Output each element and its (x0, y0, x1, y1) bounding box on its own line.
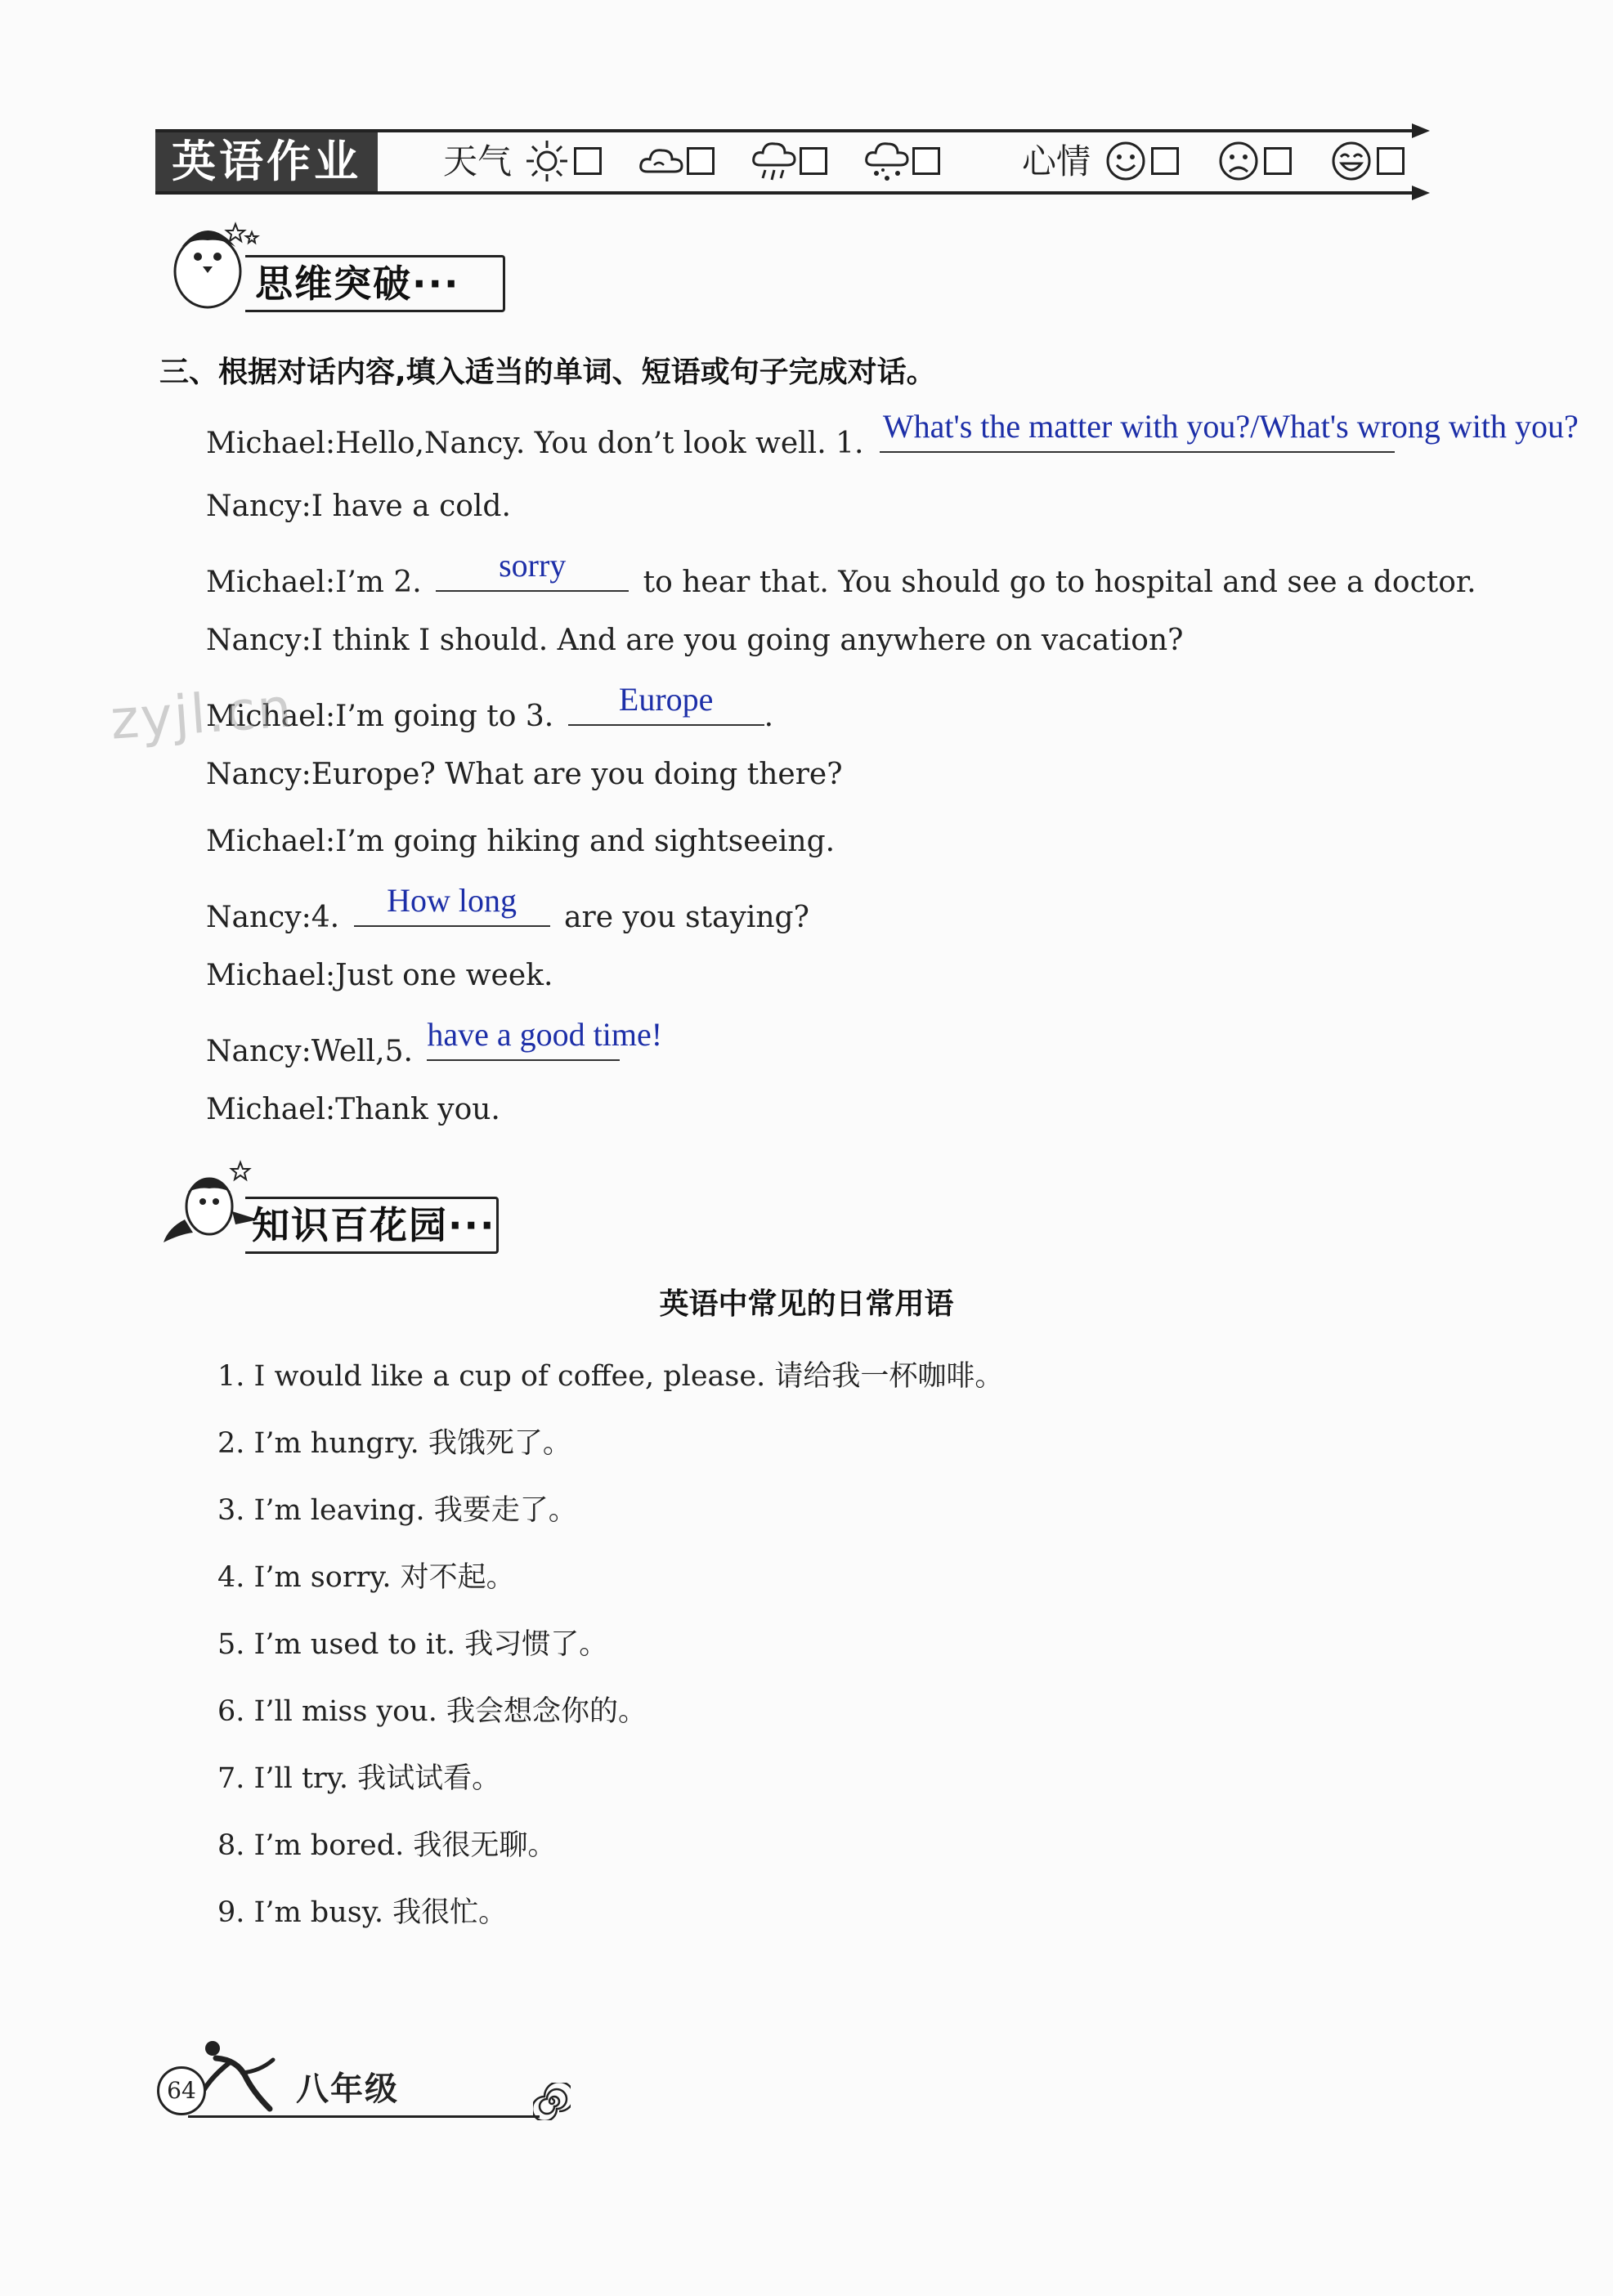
mood-label: 心情 (1022, 141, 1091, 181)
section-banner-thinking (245, 255, 505, 312)
line-text: . (764, 700, 774, 733)
expression-item-1: 1. I would like a cup of coffee, please. 请给我一杯咖啡。 (217, 1360, 1004, 1393)
expression-item-4: 4. I’m sorry. 对不起。 (217, 1561, 515, 1594)
mood-laughing-checkbox[interactable] (1377, 147, 1405, 175)
dialogue-line-10 (206, 1016, 663, 1072)
line-text: Nancy:I have a cold. (206, 490, 511, 523)
expression-item-8: 8. I’m bored. 我很无聊。 (217, 1829, 557, 1862)
line-text: Michael:Hello,Nancy. You don’t look well. 1. (206, 427, 864, 460)
line-text: Nancy:Europe? What are you doing there? (206, 758, 843, 791)
answer-text: Europe (618, 681, 714, 718)
arrow-icon (1412, 186, 1430, 200)
dialogue-line-3 (206, 547, 1476, 602)
section-subtitle: 英语中常见的日常用语 (659, 1287, 954, 1321)
header-rule-bottom (155, 191, 1418, 195)
section-banner-knowledge (245, 1197, 499, 1254)
banner-title: 思维突破··· (255, 262, 460, 306)
laughing-face-icon (1328, 137, 1375, 185)
line-text: Michael:I’m going hiking and sightseeing. (206, 825, 836, 858)
dialogue-line-7 (206, 822, 835, 862)
answer-blank-2[interactable] (436, 547, 629, 592)
footer-rule (188, 2115, 540, 2118)
line-text: are you staying? (564, 901, 809, 934)
sad-face-icon (1215, 137, 1262, 185)
answer-text: What's the matter with you?/What's wrong with you? (882, 408, 1579, 445)
weather-snow-checkbox[interactable] (912, 147, 940, 175)
expression-item-3: 3. I’m leaving. 我要走了。 (217, 1494, 577, 1527)
page-header (155, 129, 1418, 195)
line-text: Michael:Just one week. (206, 959, 553, 992)
expression-item-5: 5. I’m used to it. 我习惯了。 (217, 1628, 608, 1661)
banner-title: 知识百花园··· (252, 1203, 496, 1247)
watermark: zyjl.cn (108, 676, 295, 752)
weather-cloudy-checkbox[interactable] (687, 147, 715, 175)
dialogue-line-1 (206, 408, 1579, 463)
arrow-icon (1412, 123, 1430, 138)
answer-text: How long (387, 882, 518, 919)
dialogue-line-4 (206, 621, 1183, 660)
weather-rain-checkbox[interactable] (800, 147, 827, 175)
answer-blank-4[interactable] (354, 882, 550, 927)
grade-label: 八年级 (296, 2070, 399, 2108)
mood-sad-checkbox[interactable] (1264, 147, 1292, 175)
rain-icon (750, 137, 798, 185)
line-text: Nancy:4. (206, 901, 340, 934)
answer-blank-5[interactable] (427, 1016, 663, 1061)
answer-blank-1[interactable] (880, 408, 1579, 453)
dialogue-line-8 (206, 882, 809, 938)
expression-item-6: 6. I’ll miss you. 我会想念你的。 (217, 1695, 647, 1728)
expression-item-7: 7. I’ll try. 我试试看。 (217, 1762, 501, 1795)
page-number: 64 (157, 2066, 206, 2115)
line-text: Michael:Thank you. (206, 1093, 500, 1126)
cloud-icon (638, 137, 685, 185)
line-text: Michael:I’m going to 3. (206, 700, 554, 733)
dialogue-line-11 (206, 1090, 500, 1130)
line-text: Michael:I’m 2. (206, 566, 422, 599)
dialogue-line-6 (206, 755, 843, 794)
answer-text: have a good time! (427, 1016, 663, 1053)
expression-item-2: 2. I’m hungry. 我饿死了。 (217, 1427, 571, 1460)
expression-item-9: 9. I’m busy. 我很忙。 (217, 1896, 508, 1929)
header-title: 英语作业 (155, 132, 378, 191)
weather-sunny-checkbox[interactable] (574, 147, 602, 175)
weather-label: 天气 (443, 141, 513, 181)
answer-text: sorry (499, 547, 567, 584)
snow-icon (863, 137, 911, 185)
line-text: Nancy:Well,5. (206, 1035, 413, 1068)
page-footer (155, 2035, 580, 2125)
spiral-icon (533, 2083, 571, 2120)
dialogue-line-9 (206, 956, 553, 996)
answer-blank-3[interactable] (568, 681, 764, 726)
mood-happy-checkbox[interactable] (1151, 147, 1179, 175)
sun-icon (523, 137, 571, 185)
dialogue-line-2 (206, 487, 511, 526)
line-text: Nancy:I think I should. And are you going anywhere on vacation? (206, 624, 1184, 657)
line-text: to hear that. You should go to hospital and see a doctor. (643, 566, 1476, 599)
happy-face-icon (1102, 137, 1149, 185)
exercise-instruction: 三、根据对话内容,填入适当的单词、短语或句子完成对话。 (159, 356, 936, 389)
